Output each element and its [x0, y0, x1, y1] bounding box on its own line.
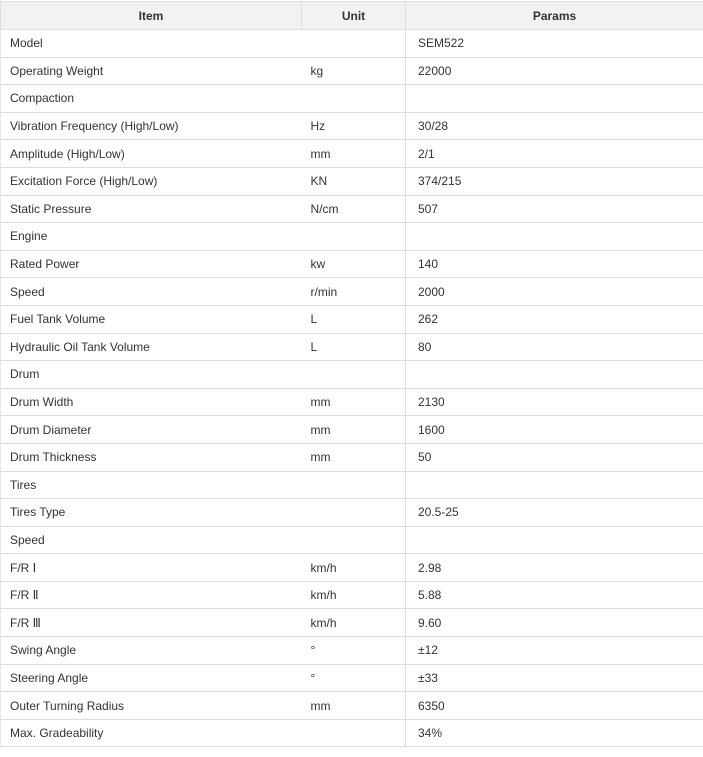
table-row	[1, 112, 703, 140]
row-item-cell: Outer Turning Radius	[1, 692, 302, 720]
row-params-cell: 80	[406, 333, 703, 361]
table-row	[1, 471, 703, 499]
row-item-cell: Speed	[1, 278, 302, 306]
row-params-cell: ±12	[406, 637, 703, 665]
header-unit: Unit	[302, 2, 406, 30]
row-item-cell: Tires	[1, 471, 302, 499]
row-item-cell: Tires Type	[1, 499, 302, 527]
table-row	[1, 664, 703, 692]
table-row	[1, 554, 703, 582]
table-row	[1, 692, 703, 720]
row-item-cell: Excitation Force (High/Low)	[1, 167, 302, 195]
row-params-cell	[406, 223, 703, 251]
table-row	[1, 388, 703, 416]
row-unit-cell	[302, 471, 406, 499]
row-params-cell: 2/1	[406, 140, 703, 168]
row-unit-cell: mm	[302, 692, 406, 720]
row-params-cell: 2.98	[406, 554, 703, 582]
table-row	[1, 57, 703, 85]
row-unit-cell: KN	[302, 167, 406, 195]
row-unit-cell: °	[302, 664, 406, 692]
row-unit-cell	[302, 719, 406, 747]
row-unit-cell: km/h	[302, 609, 406, 637]
row-item-cell: Vibration Frequency (High/Low)	[1, 112, 302, 140]
row-item-cell: Speed	[1, 526, 302, 554]
row-params-cell	[406, 471, 703, 499]
row-params-cell: 2000	[406, 278, 703, 306]
table-row	[1, 609, 703, 637]
row-unit-cell	[302, 30, 406, 58]
row-item-cell: Static Pressure	[1, 195, 302, 223]
row-item-cell: F/R Ⅰ	[1, 554, 302, 582]
row-item-cell: Drum	[1, 361, 302, 389]
table-row	[1, 30, 703, 58]
row-item-cell: Drum Width	[1, 388, 302, 416]
row-params-cell	[406, 85, 703, 113]
table-row	[1, 499, 703, 527]
table-row	[1, 333, 703, 361]
row-params-cell: 262	[406, 305, 703, 333]
row-params-cell: 2130	[406, 388, 703, 416]
spec-table-header	[1, 2, 703, 30]
row-params-cell: 140	[406, 250, 703, 278]
row-item-cell: Compaction	[1, 85, 302, 113]
row-unit-cell: r/min	[302, 278, 406, 306]
row-unit-cell: kg	[302, 57, 406, 85]
row-params-cell	[406, 526, 703, 554]
row-item-cell: Swing Angle	[1, 637, 302, 665]
table-row	[1, 195, 703, 223]
row-item-cell: F/R Ⅱ	[1, 581, 302, 609]
table-row	[1, 719, 703, 747]
row-params-cell: 1600	[406, 416, 703, 444]
row-params-cell: 5.88	[406, 581, 703, 609]
table-row	[1, 250, 703, 278]
row-item-cell: Drum Diameter	[1, 416, 302, 444]
row-unit-cell: km/h	[302, 581, 406, 609]
row-item-cell: Drum Thickness	[1, 443, 302, 471]
row-unit-cell	[302, 223, 406, 251]
row-params-cell: 6350	[406, 692, 703, 720]
row-params-cell: 30/28	[406, 112, 703, 140]
row-item-cell: Hydraulic Oil Tank Volume	[1, 333, 302, 361]
row-unit-cell	[302, 499, 406, 527]
row-unit-cell: km/h	[302, 554, 406, 582]
row-item-cell: Model	[1, 30, 302, 58]
row-item-cell: Max. Gradeability	[1, 719, 302, 747]
row-params-cell: 507	[406, 195, 703, 223]
header-row	[1, 2, 703, 30]
row-item-cell: Steering Angle	[1, 664, 302, 692]
row-unit-cell: L	[302, 333, 406, 361]
row-params-cell: 374/215	[406, 167, 703, 195]
row-unit-cell	[302, 85, 406, 113]
table-row	[1, 305, 703, 333]
table-row	[1, 637, 703, 665]
header-item: Item	[1, 2, 302, 30]
row-unit-cell	[302, 526, 406, 554]
row-params-cell	[406, 361, 703, 389]
row-params-cell: ±33	[406, 664, 703, 692]
table-row	[1, 581, 703, 609]
row-item-cell: Fuel Tank Volume	[1, 305, 302, 333]
row-params-cell: 22000	[406, 57, 703, 85]
row-unit-cell: mm	[302, 140, 406, 168]
row-params-cell: 34%	[406, 719, 703, 747]
table-row	[1, 278, 703, 306]
row-item-cell: Rated Power	[1, 250, 302, 278]
row-params-cell: 9.60	[406, 609, 703, 637]
table-row	[1, 443, 703, 471]
row-params-cell: 50	[406, 443, 703, 471]
table-row	[1, 361, 703, 389]
row-item-cell: Engine	[1, 223, 302, 251]
table-row	[1, 223, 703, 251]
row-unit-cell: kw	[302, 250, 406, 278]
table-row	[1, 526, 703, 554]
table-row	[1, 416, 703, 444]
row-item-cell: F/R Ⅲ	[1, 609, 302, 637]
row-unit-cell	[302, 361, 406, 389]
row-unit-cell: mm	[302, 416, 406, 444]
table-row	[1, 140, 703, 168]
row-unit-cell: Hz	[302, 112, 406, 140]
table-row	[1, 85, 703, 113]
row-unit-cell: °	[302, 637, 406, 665]
row-item-cell: Operating Weight	[1, 57, 302, 85]
header-params: Params	[406, 2, 703, 30]
table-row	[1, 167, 703, 195]
row-item-cell: Amplitude (High/Low)	[1, 140, 302, 168]
row-unit-cell: N/cm	[302, 195, 406, 223]
row-params-cell: SEM522	[406, 30, 703, 58]
row-unit-cell: mm	[302, 388, 406, 416]
row-unit-cell: mm	[302, 443, 406, 471]
row-unit-cell: L	[302, 305, 406, 333]
row-params-cell: 20.5-25	[406, 499, 703, 527]
spec-table-body	[1, 30, 703, 747]
spec-table	[0, 1, 703, 747]
